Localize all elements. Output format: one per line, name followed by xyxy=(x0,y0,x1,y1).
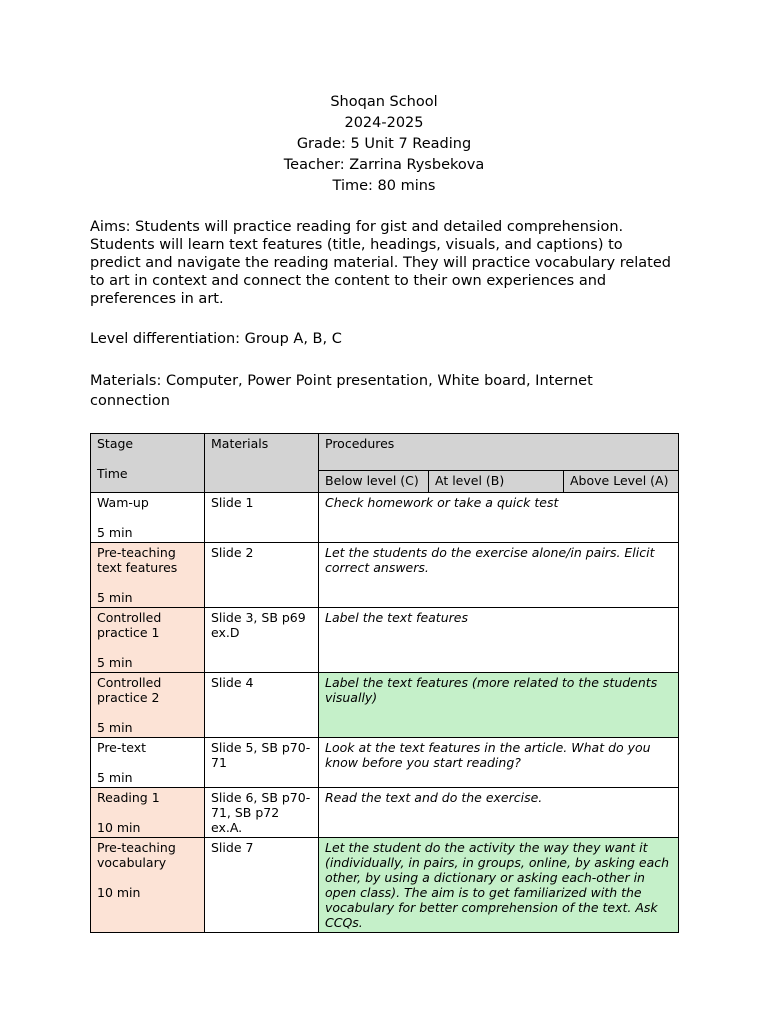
stage-time: 5 min xyxy=(97,525,133,540)
stage-cell xyxy=(91,493,205,543)
stage-time: 5 min xyxy=(97,770,133,785)
materials-cell: Slide 5, SB p70-71 xyxy=(205,738,319,788)
header-procedures: Procedures xyxy=(319,434,679,471)
lesson-plan-table xyxy=(90,433,679,933)
grade-unit: Grade: 5 Unit 7 Reading xyxy=(296,136,472,152)
stage-cell xyxy=(91,738,205,788)
header-above-level: Above Level (A) xyxy=(564,471,679,493)
stage-cell xyxy=(91,788,205,838)
aims-paragraph: Aims: Students will practice reading for gist and detailed comprehension. Students will learn text features (title, headings, visuals, and captions) to predict and navigate the reading material. They will practice vocabulary related to art in context and connect the content to their own experiences and preferences in art. xyxy=(90,219,671,307)
header-stage-time xyxy=(91,434,205,493)
stage-name: Pre-teaching vocabulary xyxy=(97,840,176,870)
procedure-cell: Label the text features (more related to the students visually) xyxy=(319,673,679,738)
procedure-cell: Label the text features xyxy=(319,608,679,673)
table-row xyxy=(91,673,679,738)
stage-cell xyxy=(91,608,205,673)
level-differentiation: Level differentiation: Group A, B, C xyxy=(90,331,342,347)
stage-name: Pre-teaching text features xyxy=(97,545,178,575)
table-row xyxy=(91,543,679,608)
header-stage: Stage xyxy=(97,436,134,451)
procedure-cell: Look at the text features in the article. What do you know before you start reading? xyxy=(319,738,679,788)
stage-time: 10 min xyxy=(97,885,141,900)
stage-name: Wam-up xyxy=(97,495,149,510)
stage-time: 5 min xyxy=(97,590,133,605)
procedure-cell: Let the students do the exercise alone/in pairs. Elicit correct answers. xyxy=(319,543,679,608)
procedure-cell: Let the student do the activity the way they want it (individually, in pairs, in groups, online, by asking each other, by using a dictionary or asking each-other in open class). The aim is to get familiarized with the vocabulary for better comprehension of the text. Ask CCQs. xyxy=(319,838,679,933)
stage-name: Controlled practice 1 xyxy=(97,610,162,640)
document-header xyxy=(0,92,768,197)
table-row xyxy=(91,838,679,933)
stage-time: 10 min xyxy=(97,820,141,835)
header-materials: Materials xyxy=(205,434,319,493)
lesson-time: Time: 80 mins xyxy=(332,178,436,194)
materials-cell: Slide 1 xyxy=(205,493,319,543)
school-name: Shoqan School xyxy=(330,94,438,110)
materials-cell: Slide 7 xyxy=(205,838,319,933)
stage-cell xyxy=(91,673,205,738)
materials-cell: Slide 6, SB p70-71, SB p72 ex.A. xyxy=(205,788,319,838)
stage-time: 5 min xyxy=(97,655,133,670)
materials-paragraph: Materials: Computer, Power Point presentation, White board, Internet connection xyxy=(90,373,593,409)
school-year: 2024-2025 xyxy=(344,115,424,131)
header-at-level: At level (B) xyxy=(429,471,564,493)
stage-name: Pre-text xyxy=(97,740,147,755)
stage-name: Controlled practice 2 xyxy=(97,675,162,705)
header-time: Time xyxy=(97,466,128,481)
table-row xyxy=(91,608,679,673)
table-row xyxy=(91,738,679,788)
stage-cell xyxy=(91,838,205,933)
table-row xyxy=(91,493,679,543)
materials-cell: Slide 3, SB p69 ex.D xyxy=(205,608,319,673)
materials-cell: Slide 2 xyxy=(205,543,319,608)
teacher-name: Teacher: Zarrina Rysbekova xyxy=(283,157,485,173)
table-row xyxy=(91,788,679,838)
stage-time: 5 min xyxy=(97,720,133,735)
materials-cell: Slide 4 xyxy=(205,673,319,738)
procedure-cell: Check homework or take a quick test xyxy=(319,493,679,543)
procedure-cell: Read the text and do the exercise. xyxy=(319,788,679,838)
stage-cell xyxy=(91,543,205,608)
stage-name: Reading 1 xyxy=(97,790,160,805)
header-below-level: Below level (C) xyxy=(319,471,429,493)
